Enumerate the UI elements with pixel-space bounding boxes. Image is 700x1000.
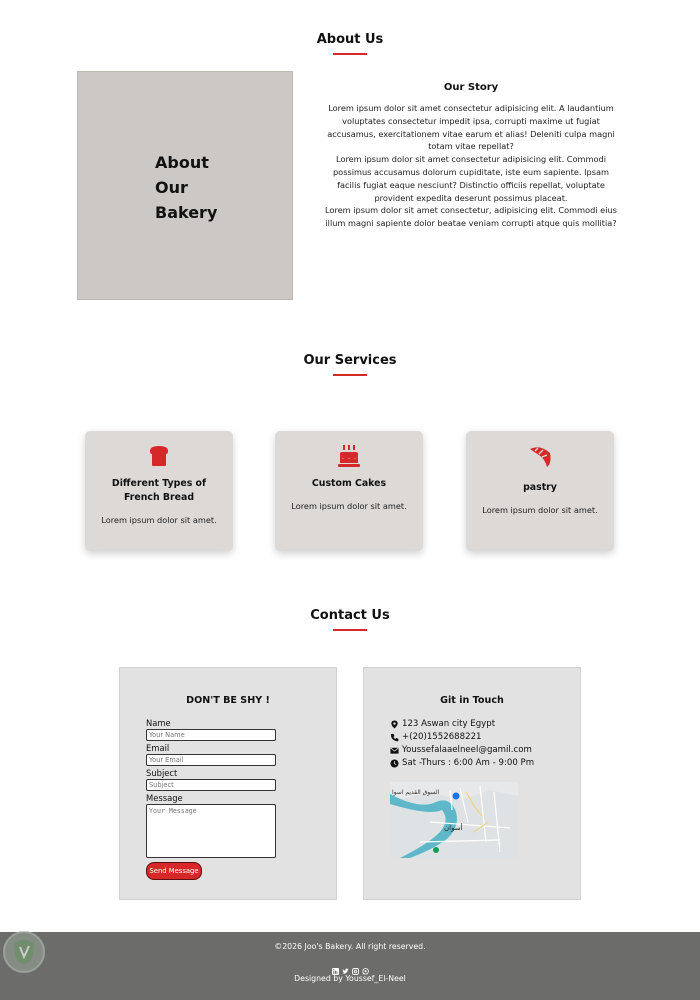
- envelope-icon: [390, 746, 399, 755]
- form-title: DON'T BE SHY !: [186, 695, 270, 706]
- footer-designed-by: Designed by Youssef_El-Neel: [294, 974, 406, 983]
- svg-text:السوق القديم اسوا: السوق القديم اسوا: [392, 789, 440, 796]
- footer: [0, 932, 700, 1000]
- service-card-bread: Different Types of French Bread Lorem ipsum dolor sit amet.: [85, 431, 233, 551]
- email-label: Email: [146, 743, 170, 753]
- name-label: Name: [146, 718, 171, 728]
- cake-icon: [336, 443, 362, 469]
- croissant-icon: [527, 443, 553, 469]
- service-card-pastry: pastry Lorem ipsum dolor sit amet.: [466, 431, 614, 551]
- contact-info-panel: [363, 667, 581, 900]
- title-underline: [333, 629, 367, 631]
- contact-form: [146, 718, 278, 880]
- contact-section-title: Contact Us: [0, 608, 700, 631]
- story-text: Lorem ipsum dolor sit amet consectetur adipisicing elit. A laudantium voluptates consectetur impedit ipsa, corrupti maxime ut fugiat accusamus, exercitationem vitae earum et alias! Deleniti culpa magni totam vitae repellat? Lorem ipsum dolor sit amet consectetur adipisicing elit. Commodi possimus accusamus dolorum cupiditate, iste eum sapiente. Ipsam facilis fugiat eaque nesciunt? Distinctio officiis repellat, voluptate provident expedita deserunt possimus placeat. Lorem ipsum dolor sit amet consectetur, adipisicing elit. Commodi eius illum magni sapiente dolor beatae veniam corrupti atque quis mollitia?: [325, 103, 617, 229]
- email-input[interactable]: [146, 754, 276, 766]
- message-label: Message: [146, 793, 183, 803]
- footer-copyright: ©2026 Joo's Bakery. All right reserved.: [274, 942, 426, 951]
- instagram-icon[interactable]: [352, 960, 359, 967]
- map-graphic: [390, 782, 518, 858]
- story-title: Our Story: [443, 82, 499, 93]
- linkedin-icon[interactable]: [332, 960, 339, 967]
- about-image-heading: About Our Bakery: [155, 153, 218, 222]
- info-title: Git in Touch: [440, 695, 504, 706]
- our-story: [321, 82, 621, 230]
- address-row: 123 Aswan city Egypt: [390, 718, 534, 731]
- name-input[interactable]: [146, 729, 276, 741]
- whatsapp-icon[interactable]: [362, 960, 369, 967]
- contact-info-list: [390, 718, 534, 770]
- title-underline: [333, 53, 367, 55]
- bread-icon: [146, 443, 172, 469]
- email-row: Youssefalaaelneel@gamil.com: [390, 744, 534, 757]
- about-image: [77, 71, 293, 300]
- location-map[interactable]: [390, 782, 518, 858]
- twitter-icon[interactable]: [342, 960, 349, 967]
- about-section-title: [0, 32, 700, 55]
- subject-label: Subject: [146, 768, 178, 778]
- contact-form-panel: [119, 667, 337, 900]
- shield-icon: [5, 933, 43, 971]
- location-pin-icon: [390, 720, 399, 729]
- service-card-cakes: Custom Cakes Lorem ipsum dolor sit amet.: [275, 431, 423, 551]
- svg-text:أسوان: أسوان: [444, 824, 463, 832]
- send-message-button[interactable]: Send Message: [146, 862, 202, 880]
- watermark-badge: [3, 931, 45, 973]
- hours-row: Sat -Thurs : 6:00 Am - 9:00 Pm: [390, 757, 534, 770]
- title-underline: [333, 374, 367, 376]
- message-textarea[interactable]: [146, 804, 276, 858]
- phone-row: +(20)1552688221: [390, 731, 534, 744]
- about-title-text: About Us: [316, 32, 384, 47]
- clock-icon: [390, 759, 399, 768]
- phone-icon: [390, 733, 399, 742]
- social-links: [0, 960, 700, 967]
- services-section-title: Our Services: [0, 353, 700, 376]
- subject-input[interactable]: [146, 779, 276, 791]
